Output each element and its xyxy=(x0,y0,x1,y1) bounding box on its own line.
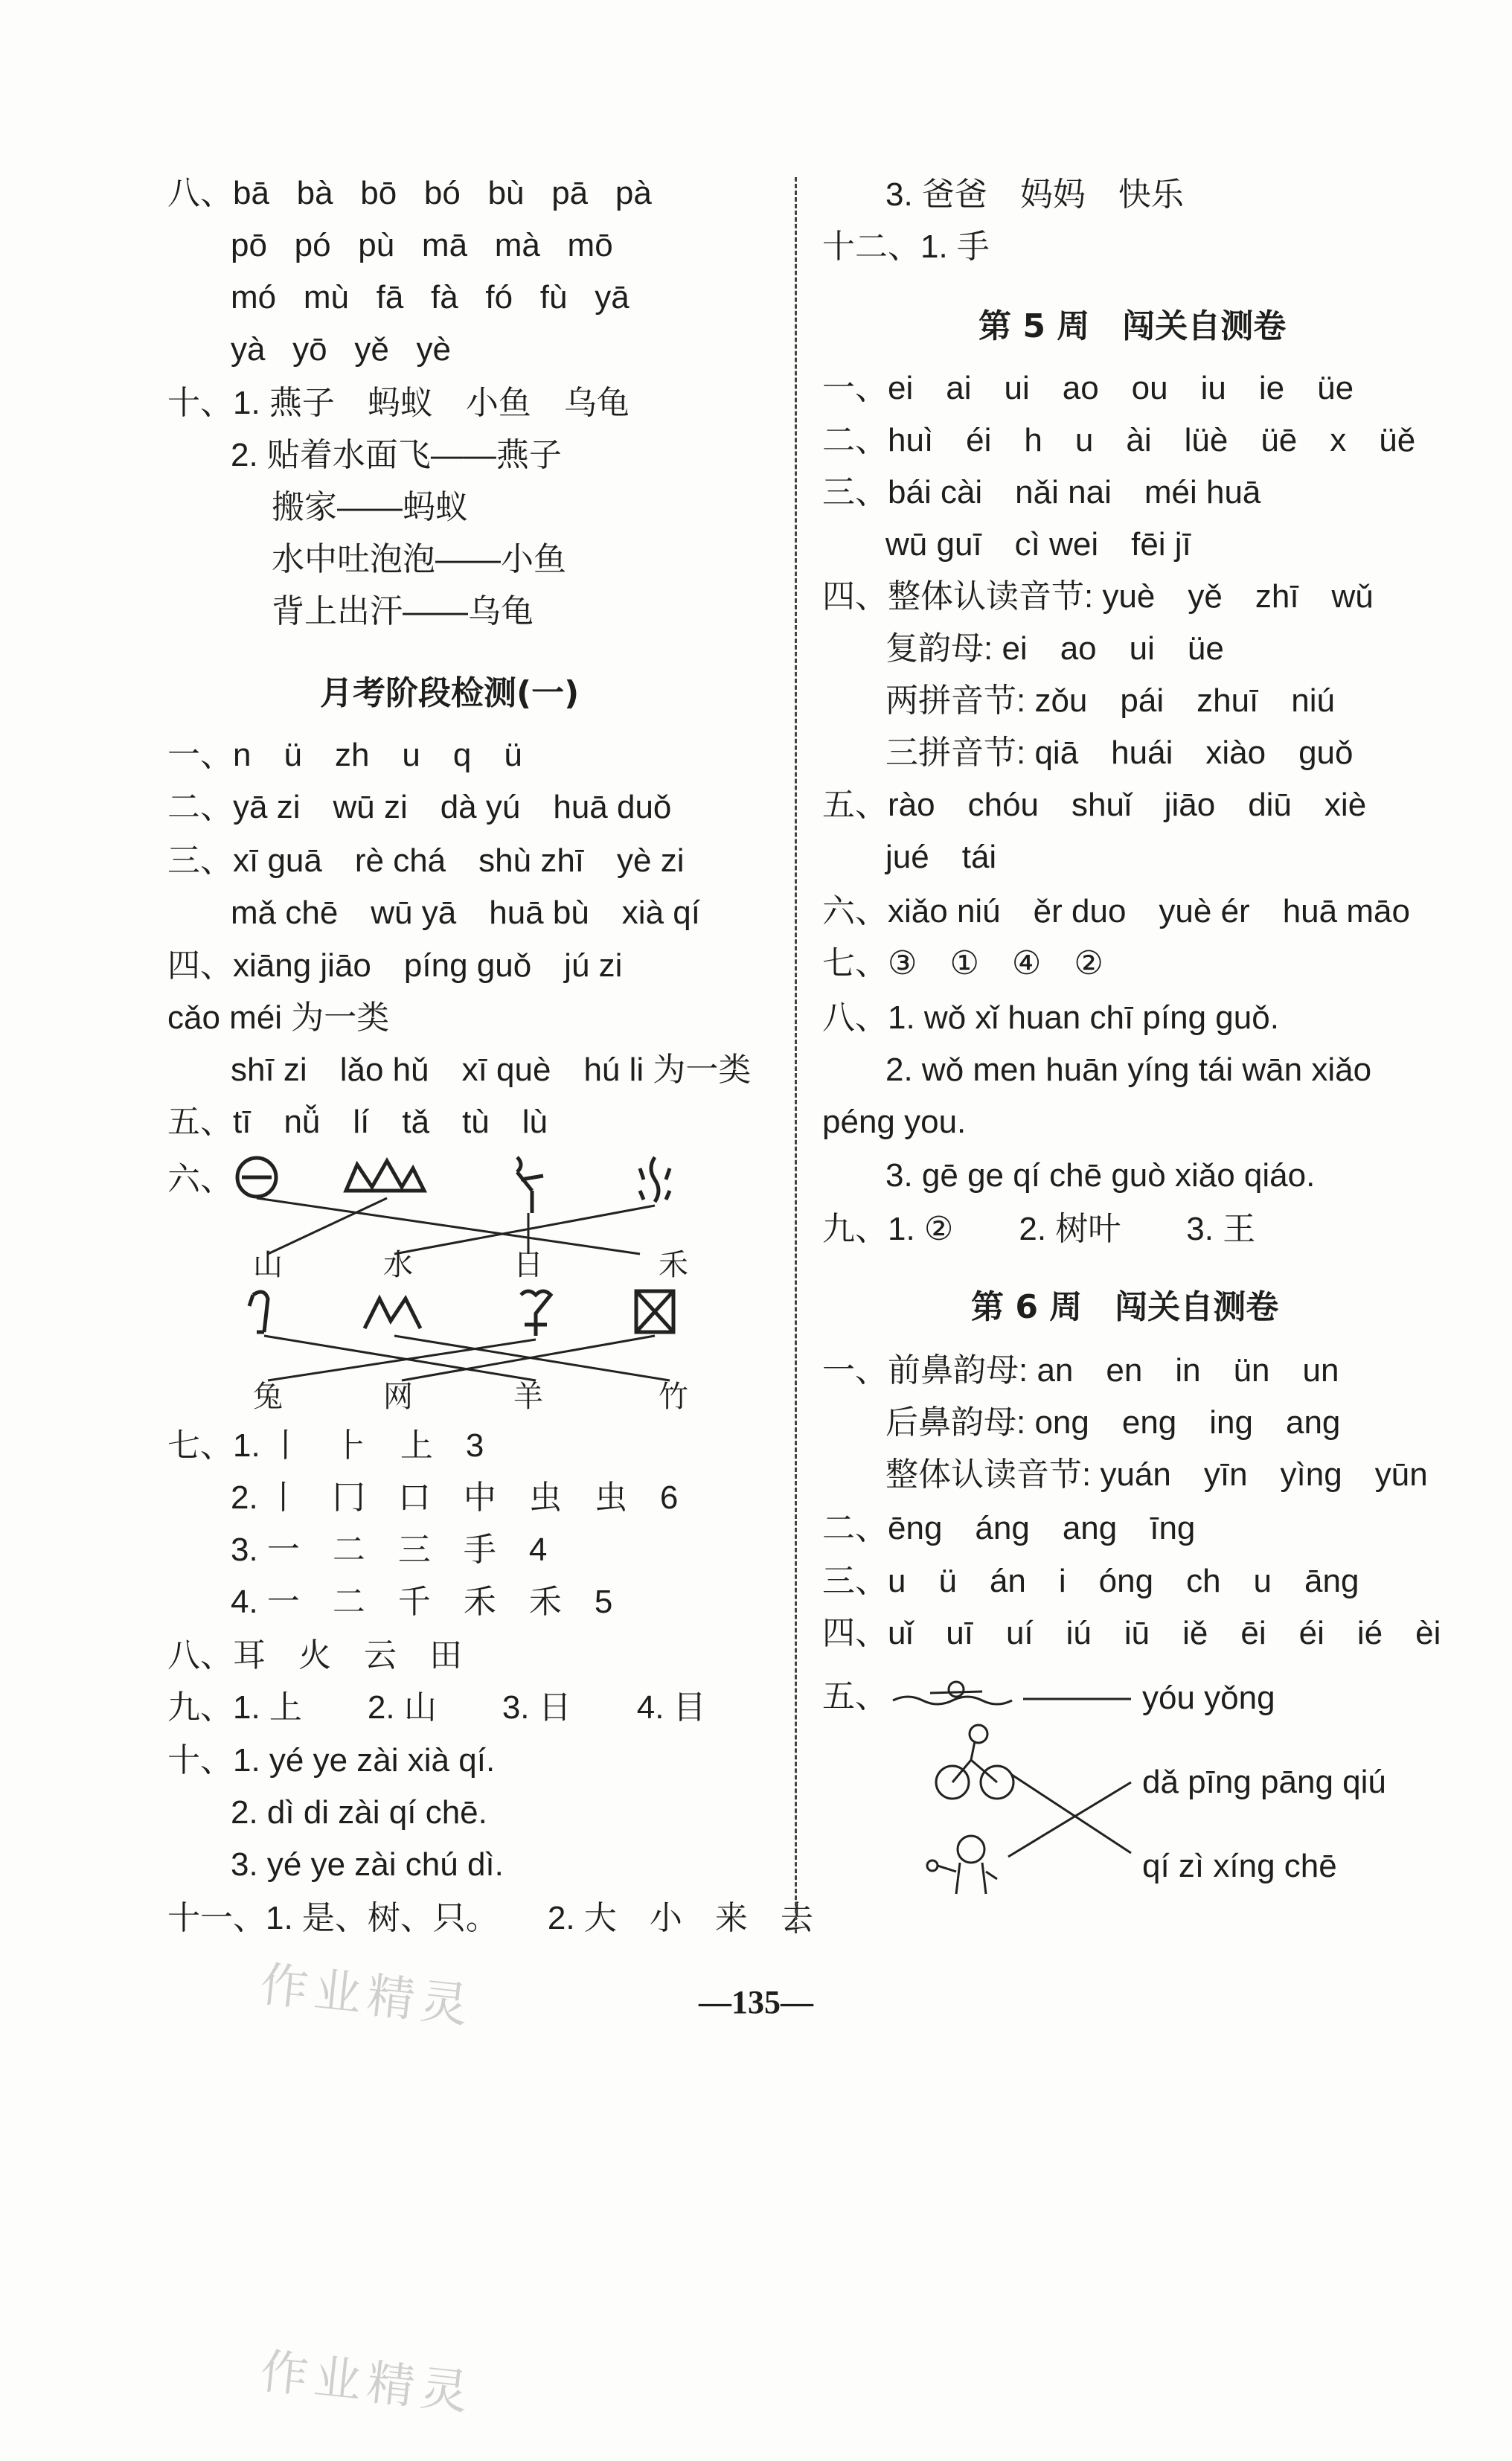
pictograph-mountain-icon xyxy=(346,1161,424,1191)
answer-line: mó mù fā fà fó fù yā xyxy=(231,279,630,316)
character-label: 水 xyxy=(383,1249,413,1281)
pictograph-bamboo-icon xyxy=(365,1299,420,1328)
answer-line: 二、yā zi wū zi dà yú huā duǒ xyxy=(167,789,672,825)
answer-line: 七、③ ① ④ ② xyxy=(822,945,1103,982)
section-heading: 第 6 周 闯关自测卷 xyxy=(971,1288,1279,1326)
answer-line: 七、1. 丨 ⺊ 上 3 xyxy=(167,1427,484,1464)
answer-line: 四、uǐ uī uí iú iū iě ēi éi ié èi xyxy=(822,1615,1441,1651)
answer-line: 整体认读音节: yuán yīn yìng yūn xyxy=(885,1456,1428,1493)
answer-line: 2. 贴着水面飞——燕子 xyxy=(231,437,562,473)
answer-line: 4. 一 二 千 禾 禾 5 xyxy=(231,1584,613,1620)
answer-line: 水中吐泡泡——小鱼 xyxy=(272,541,566,577)
answer-line: 2. dì di zài qí chē. xyxy=(231,1794,487,1831)
answer-line: 三、u ü án i óng ch u āng xyxy=(822,1563,1359,1599)
answer-line: yà yō yě yè xyxy=(231,331,451,368)
answer-line: 两拼音节: zǒu pái zhuī niú xyxy=(885,682,1335,719)
character-label: 网 xyxy=(383,1380,413,1413)
answer-line: wū guī cì wei fēi jī xyxy=(885,526,1191,563)
question-label: 六、 xyxy=(167,1161,233,1197)
character-label: 山 xyxy=(253,1249,283,1281)
answer-line: 六、xiǎo niú ěr duo yuè ér huā māo xyxy=(822,893,1410,929)
answer-line: 3. 一 二 三 手 4 xyxy=(231,1532,548,1568)
answer-line: 九、1. 上 2. 山 3. 日 4. 目 xyxy=(167,1689,706,1726)
character-label: 兔 xyxy=(253,1380,283,1413)
answer-line: 二、ēng áng ang īng xyxy=(822,1510,1196,1546)
answer-line: 背上出汗——乌龟 xyxy=(272,593,534,630)
character-label: 日 xyxy=(513,1249,543,1281)
answer-line: 一、前鼻韵母: an en in ün un xyxy=(822,1352,1339,1389)
answer-line: 后鼻韵母: ong eng ing ang xyxy=(885,1404,1341,1441)
answer-line: 一、n ü zh u q ü xyxy=(167,737,522,773)
answer-line: 2. 丨 冂 口 中 虫 虫 6 xyxy=(231,1479,679,1516)
pictograph-rabbit-icon xyxy=(249,1292,268,1332)
pingpong-player-icon xyxy=(927,1836,997,1894)
watermark: 作业精灵 xyxy=(257,1957,477,2035)
page-number: —135— xyxy=(699,1984,813,2020)
answer-line: 二、huì éi h u ài lüè üē x üě xyxy=(822,422,1416,458)
swimmer-icon xyxy=(893,1682,1012,1704)
answer-line: 五、tī nǚ lí tǎ tù lù xyxy=(167,1104,548,1140)
answer-line: 五、rào chóu shuǐ jiāo diū xiè xyxy=(822,787,1367,823)
answer-line: 十、1. yé ye zài xià qí. xyxy=(167,1742,496,1779)
answer-line: pō pó pù mā mà mō xyxy=(231,227,613,263)
pictograph-net-icon xyxy=(636,1291,673,1332)
answer-line: 3. yé ye zài chú dì. xyxy=(231,1846,504,1883)
answer-line: 三、xī guā rè chá shù zhī yè zi xyxy=(167,842,685,879)
sport-label: qí zì xíng chē xyxy=(1142,1848,1337,1884)
watermark: 作业精灵 xyxy=(257,2344,477,2422)
answer-line: 九、1. ② 2. 树叶 3. 王 xyxy=(822,1211,1256,1247)
sport-label: yóu yǒng xyxy=(1142,1680,1275,1716)
answer-line: 3. 爸爸 妈妈 快乐 xyxy=(885,176,1184,213)
section-heading: 月考阶段检测(一) xyxy=(320,674,580,712)
answer-line: 八、耳 火 云 田 xyxy=(167,1637,462,1674)
pictograph-sheep-icon xyxy=(521,1291,551,1336)
character-label: 羊 xyxy=(513,1380,543,1413)
answer-line: cǎo méi 为一类 xyxy=(167,999,390,1036)
answer-line: 十二、1. 手 xyxy=(822,228,990,265)
sport-label: dǎ pīng pāng qiú xyxy=(1142,1764,1386,1800)
answer-line: 2. wǒ men huān yíng tái wān xiǎo xyxy=(885,1052,1372,1088)
match-lines xyxy=(257,1198,655,1254)
section-heading: 第 5 周 闯关自测卷 xyxy=(978,307,1287,345)
answer-line: 四、整体认读音节: yuè yě zhī wǔ xyxy=(822,578,1374,615)
answer-line: 八、1. wǒ xǐ huan chī píng guǒ. xyxy=(822,999,1279,1036)
character-label: 禾 xyxy=(659,1249,688,1281)
pictograph-sun-icon xyxy=(237,1158,276,1197)
match-lines xyxy=(1008,1775,1131,1857)
character-label: 竹 xyxy=(659,1380,688,1413)
answer-line: péng you. xyxy=(822,1104,967,1140)
answer-line: mǎ chē wū yā huā bù xià qí xyxy=(231,895,700,931)
answer-line: 八、bā bà bō bó bù pā pà xyxy=(167,175,652,211)
question-label: 五、 xyxy=(822,1678,888,1715)
answer-line: 三拼音节: qiā huái xiào guǒ xyxy=(885,735,1354,771)
pictograph-water-icon xyxy=(640,1157,670,1202)
answer-line: 复韵母: ei ao ui üe xyxy=(885,630,1224,667)
answer-line: 三、bái cài nǎi nai méi huā xyxy=(822,474,1261,511)
column-divider xyxy=(795,177,797,1933)
match-lines xyxy=(264,1336,670,1380)
cyclist-icon xyxy=(936,1725,1013,1799)
answer-line: 十一、1. 是、树、只。 2. 大 小 来 去 xyxy=(167,1900,813,1936)
answer-line: 3. gē ge qí chē guò xiǎo qiáo. xyxy=(885,1157,1316,1194)
answer-line: jué tái xyxy=(885,839,997,875)
pictograph-grain-icon xyxy=(517,1157,543,1213)
answer-line: 十、1. 燕子 蚂蚁 小鱼 乌龟 xyxy=(167,385,630,421)
answer-line: 四、xiāng jiāo píng guǒ jú zi xyxy=(167,947,623,984)
answer-line: 一、ei ai ui ao ou iu ie üe xyxy=(822,370,1354,406)
answer-line: 搬家——蚂蚁 xyxy=(272,489,468,525)
answer-line: shī zi lǎo hǔ xī què hú li 为一类 xyxy=(231,1052,752,1088)
